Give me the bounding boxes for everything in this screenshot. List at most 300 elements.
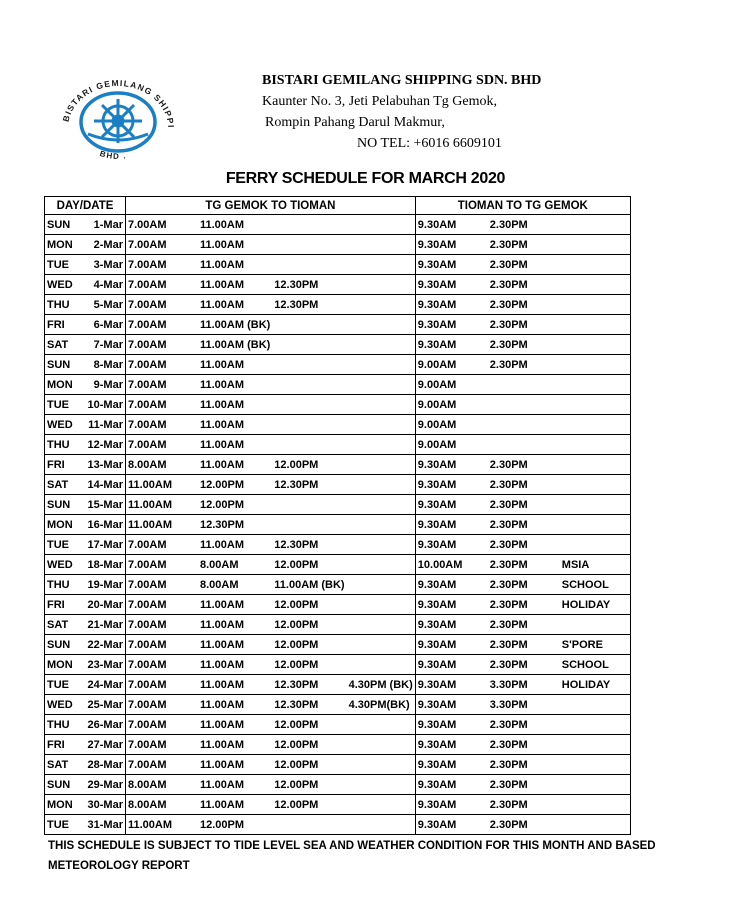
- tioman-departure-3: 12.30PM: [272, 295, 346, 315]
- date-cell: 10-Mar: [85, 395, 126, 415]
- day-cell: FRI: [45, 735, 86, 755]
- holiday-note: [560, 295, 631, 315]
- date-cell: 27-Mar: [85, 735, 126, 755]
- tioman-departure-1: 11.00AM: [126, 815, 199, 835]
- tioman-departure-4: [347, 615, 416, 635]
- tioman-departure-2: 11.00AM: [198, 235, 272, 255]
- holiday-note: [560, 815, 631, 835]
- schedule-title-text: FERRY SCHEDULE FOR MARCH 2020: [225, 170, 506, 187]
- gemok-departure-1: 9.00AM: [415, 435, 488, 455]
- holiday-note: [560, 755, 631, 775]
- gemok-departure-1: 9.30AM: [415, 815, 488, 835]
- tioman-departure-2: 11.00AM: [198, 735, 272, 755]
- gemok-departure-2: 2.30PM: [488, 315, 560, 335]
- gemok-departure-2: 2.30PM: [488, 495, 560, 515]
- date-cell: 7-Mar: [85, 335, 126, 355]
- tioman-departure-3: 12.00PM: [272, 775, 346, 795]
- tioman-departure-2: 11.00AM: [198, 615, 272, 635]
- tioman-departure-3: [272, 255, 346, 275]
- tioman-departure-3: 12.00PM: [272, 795, 346, 815]
- day-cell: MON: [45, 235, 86, 255]
- holiday-note: [560, 335, 631, 355]
- day-cell: SUN: [45, 215, 86, 235]
- day-cell: FRI: [45, 455, 86, 475]
- table-row: [45, 375, 631, 395]
- gemok-departure-1: 9.30AM: [415, 255, 488, 275]
- tioman-departure-1: 7.00AM: [126, 715, 199, 735]
- tioman-departure-1: 7.00AM: [126, 575, 199, 595]
- tioman-departure-2: 11.00AM: [198, 755, 272, 775]
- day-cell: MON: [45, 655, 86, 675]
- day-cell: WED: [45, 555, 86, 575]
- date-cell: 5-Mar: [85, 295, 126, 315]
- gemok-departure-1: 9.30AM: [415, 795, 488, 815]
- tioman-departure-2: 11.00AM: [198, 675, 272, 695]
- date-cell: 3-Mar: [85, 255, 126, 275]
- tioman-departure-1: 7.00AM: [126, 675, 199, 695]
- date-cell: 11-Mar: [85, 415, 126, 435]
- date-cell: 24-Mar: [85, 675, 126, 695]
- day-cell: MON: [45, 795, 86, 815]
- gemok-departure-2: [488, 415, 560, 435]
- gemok-departure-2: 2.30PM: [488, 635, 560, 655]
- tioman-departure-1: 7.00AM: [126, 315, 199, 335]
- tioman-departure-1: 7.00AM: [126, 395, 199, 415]
- tioman-departure-3: 12.00PM: [272, 735, 346, 755]
- tioman-departure-4: [347, 435, 416, 455]
- tioman-departure-2: 11.00AM (BK): [198, 335, 272, 355]
- table-row: [45, 655, 631, 675]
- gemok-departure-1: 9.30AM: [415, 335, 488, 355]
- date-cell: 30-Mar: [85, 795, 126, 815]
- gemok-departure-1: 9.30AM: [415, 695, 488, 715]
- table-row: [45, 415, 631, 435]
- gemok-departure-1: 9.30AM: [415, 515, 488, 535]
- tioman-departure-4: 4.30PM (BK): [347, 675, 416, 695]
- tioman-departure-3: 11.00AM (BK): [272, 575, 346, 595]
- date-cell: 6-Mar: [85, 315, 126, 335]
- gemok-departure-2: 2.30PM: [488, 455, 560, 475]
- gemok-departure-1: 9.30AM: [415, 595, 488, 615]
- table-row: [45, 635, 631, 655]
- gemok-departure-2: [488, 395, 560, 415]
- gemok-departure-2: 2.30PM: [488, 535, 560, 555]
- table-header-row: [45, 197, 631, 215]
- gemok-departure-2: 2.30PM: [488, 255, 560, 275]
- table-row: [45, 455, 631, 475]
- table-row: [45, 575, 631, 595]
- date-cell: 18-Mar: [85, 555, 126, 575]
- gemok-departure-1: 9.30AM: [415, 495, 488, 515]
- holiday-note: SCHOOL: [560, 575, 631, 595]
- tioman-departure-4: [347, 235, 416, 255]
- ferry-schedule-table: [44, 196, 631, 835]
- tioman-departure-3: [272, 815, 346, 835]
- tioman-departure-1: 7.00AM: [126, 695, 199, 715]
- gemok-departure-1: 9.30AM: [415, 535, 488, 555]
- gemok-departure-2: [488, 435, 560, 455]
- tioman-departure-1: 7.00AM: [126, 255, 199, 275]
- holiday-note: [560, 535, 631, 555]
- table-row: [45, 795, 631, 815]
- day-cell: FRI: [45, 595, 86, 615]
- holiday-note: [560, 315, 631, 335]
- tioman-departure-3: 12.00PM: [272, 595, 346, 615]
- table-row: [45, 815, 631, 835]
- tioman-departure-4: [347, 555, 416, 575]
- tioman-departure-4: [347, 735, 416, 755]
- tioman-departure-1: 7.00AM: [126, 335, 199, 355]
- table-row: [45, 215, 631, 235]
- holiday-note: [560, 775, 631, 795]
- tioman-departure-1: 8.00AM: [126, 795, 199, 815]
- date-cell: 14-Mar: [85, 475, 126, 495]
- gemok-departure-1: 9.30AM: [415, 655, 488, 675]
- day-cell: TUE: [45, 255, 86, 275]
- date-cell: 31-Mar: [85, 815, 126, 835]
- tioman-departure-3: [272, 395, 346, 415]
- day-cell: WED: [45, 415, 86, 435]
- holiday-note: [560, 695, 631, 715]
- tioman-departure-3: 12.30PM: [272, 675, 346, 695]
- date-cell: 25-Mar: [85, 695, 126, 715]
- gemok-departure-1: 9.30AM: [415, 295, 488, 315]
- gemok-departure-1: 9.30AM: [415, 575, 488, 595]
- company-name: BISTARI GEMILANG SHIPPING SDN. BHD: [262, 73, 542, 88]
- day-cell: SAT: [45, 475, 86, 495]
- day-cell: TUE: [45, 675, 86, 695]
- tioman-departure-2: 12.30PM: [198, 515, 272, 535]
- tioman-departure-3: 12.30PM: [272, 475, 346, 495]
- table-row: [45, 775, 631, 795]
- holiday-note: [560, 235, 631, 255]
- tioman-departure-2: 11.00AM: [198, 355, 272, 375]
- tioman-departure-4: [347, 255, 416, 275]
- day-cell: TUE: [45, 395, 86, 415]
- header-gemok-to-tioman: TG GEMOK TO TIOMAN: [126, 197, 416, 215]
- date-cell: 9-Mar: [85, 375, 126, 395]
- gemok-departure-1: 9.30AM: [415, 275, 488, 295]
- tioman-departure-3: [272, 215, 346, 235]
- tioman-departure-4: [347, 595, 416, 615]
- tioman-departure-2: 12.00PM: [198, 475, 272, 495]
- gemok-departure-2: 2.30PM: [488, 335, 560, 355]
- gemok-departure-2: 2.30PM: [488, 815, 560, 835]
- tioman-departure-4: [347, 475, 416, 495]
- gemok-departure-1: 9.30AM: [415, 775, 488, 795]
- day-cell: SUN: [45, 495, 86, 515]
- tioman-departure-1: 11.00AM: [126, 495, 199, 515]
- date-cell: 8-Mar: [85, 355, 126, 375]
- gemok-departure-1: 9.30AM: [415, 475, 488, 495]
- tioman-departure-2: 11.00AM: [198, 375, 272, 395]
- table-row: [45, 535, 631, 555]
- tioman-departure-1: 7.00AM: [126, 595, 199, 615]
- tioman-departure-1: 7.00AM: [126, 735, 199, 755]
- holiday-note: SCHOOL: [560, 655, 631, 675]
- tioman-departure-4: [347, 295, 416, 315]
- tioman-departure-3: 12.00PM: [272, 755, 346, 775]
- date-cell: 15-Mar: [85, 495, 126, 515]
- tioman-departure-2: 11.00AM: [198, 395, 272, 415]
- tioman-departure-4: [347, 215, 416, 235]
- tioman-departure-2: 11.00AM: [198, 215, 272, 235]
- gemok-departure-1: 9.00AM: [415, 415, 488, 435]
- tioman-departure-1: 7.00AM: [126, 435, 199, 455]
- gemok-departure-2: 2.30PM: [488, 215, 560, 235]
- tioman-departure-1: 7.00AM: [126, 415, 199, 435]
- holiday-note: MSIA: [560, 555, 631, 575]
- tioman-departure-2: 12.00PM: [198, 815, 272, 835]
- table-row: [45, 315, 631, 335]
- tioman-departure-1: 8.00AM: [126, 775, 199, 795]
- tioman-departure-1: 11.00AM: [126, 475, 199, 495]
- day-cell: SUN: [45, 355, 86, 375]
- day-cell: MON: [45, 375, 86, 395]
- gemok-departure-2: 2.30PM: [488, 595, 560, 615]
- tioman-departure-3: [272, 315, 346, 335]
- tioman-departure-4: [347, 395, 416, 415]
- table-row: [45, 695, 631, 715]
- gemok-departure-1: 9.30AM: [415, 675, 488, 695]
- company-header: [262, 70, 541, 154]
- tioman-departure-4: [347, 315, 416, 335]
- tioman-departure-2: 11.00AM: [198, 775, 272, 795]
- tioman-departure-3: [272, 515, 346, 535]
- gemok-departure-2: 3.30PM: [488, 675, 560, 695]
- company-address-line2: Rompin Pahang Darul Makmur,: [265, 115, 445, 130]
- date-cell: 28-Mar: [85, 755, 126, 775]
- gemok-departure-2: 2.30PM: [488, 755, 560, 775]
- gemok-departure-2: 2.30PM: [488, 795, 560, 815]
- gemok-departure-2: 2.30PM: [488, 555, 560, 575]
- tioman-departure-2: 11.00AM: [198, 655, 272, 675]
- tioman-departure-4: [347, 495, 416, 515]
- tioman-departure-3: 12.00PM: [272, 715, 346, 735]
- table-row: [45, 555, 631, 575]
- day-cell: SUN: [45, 775, 86, 795]
- table-row: [45, 335, 631, 355]
- gemok-departure-1: 9.30AM: [415, 215, 488, 235]
- tioman-departure-4: [347, 335, 416, 355]
- table-row: [45, 275, 631, 295]
- tioman-departure-1: 7.00AM: [126, 295, 199, 315]
- tioman-departure-2: 11.00AM: [198, 715, 272, 735]
- tioman-departure-1: 7.00AM: [126, 355, 199, 375]
- table-row: [45, 495, 631, 515]
- schedule-title: [0, 170, 735, 188]
- schedule-disclaimer: THIS SCHEDULE IS SUBJECT TO TIDE LEVEL SEA AND WEATHER CONDITION FOR THIS MONTH AND BASED METEOROLOGY REPORT: [48, 840, 656, 872]
- tioman-departure-1: 7.00AM: [126, 375, 199, 395]
- table-row: [45, 615, 631, 635]
- date-cell: 21-Mar: [85, 615, 126, 635]
- day-cell: FRI: [45, 315, 86, 335]
- tioman-departure-1: 7.00AM: [126, 655, 199, 675]
- tioman-departure-4: [347, 795, 416, 815]
- tioman-departure-2: 8.00AM: [198, 555, 272, 575]
- tioman-departure-4: [347, 375, 416, 395]
- gemok-departure-2: 3.30PM: [488, 695, 560, 715]
- holiday-note: [560, 255, 631, 275]
- table-row: [45, 715, 631, 735]
- tioman-departure-4: 4.30PM(BK): [347, 695, 416, 715]
- tioman-departure-3: [272, 495, 346, 515]
- tioman-departure-3: [272, 235, 346, 255]
- day-cell: MON: [45, 515, 86, 535]
- gemok-departure-1: 9.00AM: [415, 395, 488, 415]
- tioman-departure-1: 7.00AM: [126, 215, 199, 235]
- gemok-departure-2: 2.30PM: [488, 235, 560, 255]
- gemok-departure-1: 9.30AM: [415, 235, 488, 255]
- table-row: [45, 735, 631, 755]
- tioman-departure-4: [347, 455, 416, 475]
- holiday-note: [560, 515, 631, 535]
- schedule-body: [45, 215, 631, 835]
- day-cell: THU: [45, 715, 86, 735]
- day-cell: WED: [45, 275, 86, 295]
- holiday-note: [560, 435, 631, 455]
- tioman-departure-4: [347, 415, 416, 435]
- date-cell: 23-Mar: [85, 655, 126, 675]
- header-tioman-to-gemok: TIOMAN TO TG GEMOK: [415, 197, 630, 215]
- tioman-departure-1: 7.00AM: [126, 275, 199, 295]
- gemok-departure-2: 2.30PM: [488, 575, 560, 595]
- date-cell: 26-Mar: [85, 715, 126, 735]
- tioman-departure-3: 12.30PM: [272, 275, 346, 295]
- tioman-departure-2: 11.00AM: [198, 455, 272, 475]
- svg-text:BISTARI GEMILANG SHIPPING SDN: BISTARI GEMILANG SHIPPI: [60, 77, 177, 129]
- tioman-departure-4: [347, 655, 416, 675]
- date-cell: 20-Mar: [85, 595, 126, 615]
- header-day-date: DAY/DATE: [45, 197, 126, 215]
- table-row: [45, 475, 631, 495]
- gemok-departure-1: 9.00AM: [415, 375, 488, 395]
- date-cell: 13-Mar: [85, 455, 126, 475]
- tioman-departure-3: 12.30PM: [272, 535, 346, 555]
- table-row: [45, 435, 631, 455]
- gemok-departure-2: [488, 375, 560, 395]
- tioman-departure-3: 12.00PM: [272, 655, 346, 675]
- gemok-departure-1: 9.30AM: [415, 715, 488, 735]
- tioman-departure-1: 11.00AM: [126, 515, 199, 535]
- tioman-departure-3: 12.00PM: [272, 555, 346, 575]
- gemok-departure-1: 9.30AM: [415, 315, 488, 335]
- holiday-note: [560, 495, 631, 515]
- holiday-note: [560, 615, 631, 635]
- holiday-note: [560, 355, 631, 375]
- holiday-note: [560, 735, 631, 755]
- holiday-note: [560, 415, 631, 435]
- table-row: [45, 295, 631, 315]
- gemok-departure-2: 2.30PM: [488, 615, 560, 635]
- tioman-departure-3: 12.00PM: [272, 635, 346, 655]
- holiday-note: [560, 275, 631, 295]
- gemok-departure-2: 2.30PM: [488, 275, 560, 295]
- date-cell: 22-Mar: [85, 635, 126, 655]
- day-cell: SAT: [45, 615, 86, 635]
- tioman-departure-3: 12.30PM: [272, 695, 346, 715]
- date-cell: 1-Mar: [85, 215, 126, 235]
- tioman-departure-1: 8.00AM: [126, 455, 199, 475]
- day-cell: TUE: [45, 535, 86, 555]
- table-row: [45, 395, 631, 415]
- gemok-departure-1: 9.30AM: [415, 455, 488, 475]
- tioman-departure-2: 11.00AM: [198, 635, 272, 655]
- gemok-departure-1: 9.30AM: [415, 615, 488, 635]
- tioman-departure-1: 7.00AM: [126, 635, 199, 655]
- tioman-departure-4: [347, 755, 416, 775]
- gemok-departure-2: 2.30PM: [488, 355, 560, 375]
- holiday-note: [560, 475, 631, 495]
- tioman-departure-3: [272, 355, 346, 375]
- tioman-departure-3: [272, 435, 346, 455]
- table-row: [45, 515, 631, 535]
- gemok-departure-2: 2.30PM: [488, 475, 560, 495]
- tioman-departure-1: 7.00AM: [126, 755, 199, 775]
- tioman-departure-2: 11.00AM: [198, 275, 272, 295]
- holiday-note: [560, 715, 631, 735]
- day-cell: TUE: [45, 815, 86, 835]
- tioman-departure-3: [272, 335, 346, 355]
- date-cell: 12-Mar: [85, 435, 126, 455]
- day-cell: SUN: [45, 635, 86, 655]
- tioman-departure-4: [347, 815, 416, 835]
- tioman-departure-4: [347, 715, 416, 735]
- tioman-departure-4: [347, 575, 416, 595]
- holiday-note: S'PORE: [560, 635, 631, 655]
- holiday-note: HOLIDAY: [560, 675, 631, 695]
- tioman-departure-4: [347, 275, 416, 295]
- tioman-departure-4: [347, 355, 416, 375]
- gemok-departure-2: 2.30PM: [488, 295, 560, 315]
- gemok-departure-1: 9.30AM: [415, 755, 488, 775]
- gemok-departure-2: 2.30PM: [488, 735, 560, 755]
- tioman-departure-4: [347, 535, 416, 555]
- tioman-departure-4: [347, 515, 416, 535]
- tioman-departure-1: 7.00AM: [126, 555, 199, 575]
- tioman-departure-2: 8.00AM: [198, 575, 272, 595]
- tioman-departure-1: 7.00AM: [126, 235, 199, 255]
- day-cell: THU: [45, 435, 86, 455]
- tioman-departure-2: 12.00PM: [198, 495, 272, 515]
- date-cell: 2-Mar: [85, 235, 126, 255]
- date-cell: 29-Mar: [85, 775, 126, 795]
- tioman-departure-3: [272, 415, 346, 435]
- gemok-departure-1: 9.30AM: [415, 635, 488, 655]
- ship-wheel-icon: [94, 99, 142, 143]
- tioman-departure-3: [272, 375, 346, 395]
- tioman-departure-2: 11.00AM: [198, 695, 272, 715]
- gemok-departure-1: 9.00AM: [415, 355, 488, 375]
- tioman-departure-2: 11.00AM: [198, 595, 272, 615]
- date-cell: 16-Mar: [85, 515, 126, 535]
- tioman-departure-3: 12.00PM: [272, 615, 346, 635]
- holiday-note: [560, 795, 631, 815]
- gemok-departure-2: 2.30PM: [488, 655, 560, 675]
- holiday-note: [560, 455, 631, 475]
- gemok-departure-1: 10.00AM: [415, 555, 488, 575]
- tioman-departure-1: 7.00AM: [126, 615, 199, 635]
- tioman-departure-1: 7.00AM: [126, 535, 199, 555]
- tioman-departure-3: 12.00PM: [272, 455, 346, 475]
- gemok-departure-1: 9.30AM: [415, 735, 488, 755]
- holiday-note: [560, 395, 631, 415]
- gemok-departure-2: 2.30PM: [488, 715, 560, 735]
- tioman-departure-4: [347, 635, 416, 655]
- tioman-departure-4: [347, 775, 416, 795]
- day-cell: THU: [45, 295, 86, 315]
- table-row: [45, 355, 631, 375]
